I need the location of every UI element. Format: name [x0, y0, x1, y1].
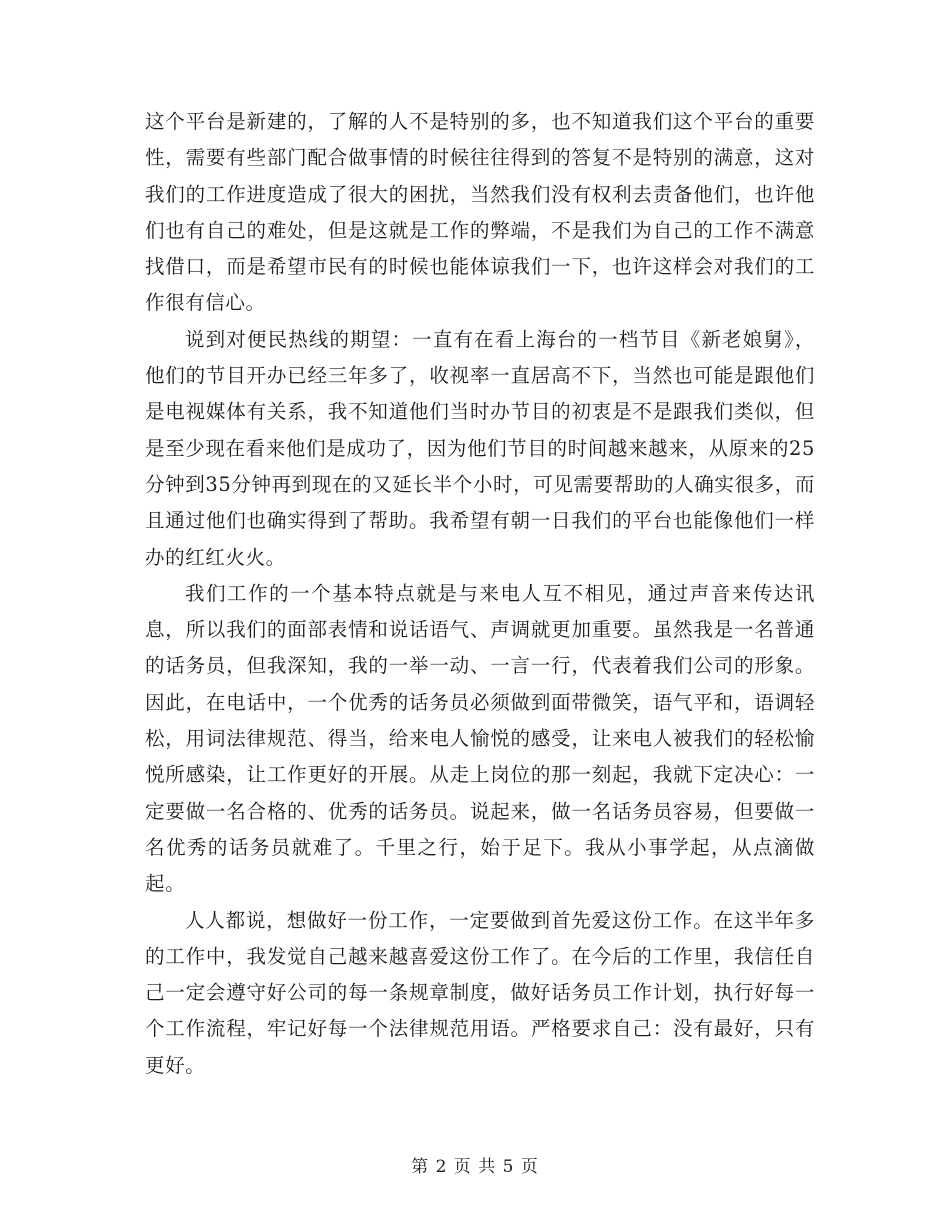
paragraph-continuation: 这个平台是新建的，了解的人不是特别的多，也不知道我们这个平台的重要性，需要有些部门配合做事情的时候往往得到的答复不是特别的满意，这对我们的工作进度造成了很大的困扰，当然我们没有权利去责备他们，也许他们也有自己的难处，但是这就是工作的弊端，不是我们为自己的工作不满意找借口，而是希望市民有的时候也能体谅我们一下，也许这样会对我们的工作很有信心。 — [145, 110, 815, 315]
paragraph-love-the-work: 人人都说，想做好一份工作，一定要做到首先爱这份工作。在这半年多的工作中，我发觉自己越来越喜爱这份工作了。在今后的工作里，我信任自己一定会遵守好公司的每一条规章制度，做好话务员工作计划，执行好每一个工作流程，牢记好每一个法律规范用语。严格要求自己：没有最好，只有更好。 — [145, 908, 815, 1077]
paragraph-hotline-expectation: 说到对便民热线的期望：一直有在看上海台的一档节目《新老娘舅》，他们的节目开办已经三年多了，收视率一直居高不下，当然也可能是跟他们是电视媒体有关系，我不知道他们当时办节目的初衷是不是跟我们类似，但是至少现在看来他们是成功了，因为他们节目的时间越来越来，从原来的25分钟到35分钟再到现在的又延长半个小时，可见需要帮助的人确实很多，而且通过他们也确实得到了帮助。我希望有朝一日我们的平台也能像他们一样办的红红火火。 — [145, 327, 815, 569]
page-number-footer: 第 2 页 共 5 页 — [411, 1157, 539, 1177]
document-body — [145, 104, 815, 1084]
paragraph-work-characteristics: 我们工作的一个基本特点就是与来电人互不相见，通过声音来传达讯息，所以我们的面部表情和说话语气、声调就更加重要。虽然我是一名普通的话务员，但我深知，我的一举一动、一言一行，代表着我们公司的形象。因此，在电话中，一个优秀的话务员必须做到面带微笑，语气平和，语调轻松，用词法律规范、得当，给来电人愉悦的感受，让来电人被我们的轻松愉悦所感染，让工作更好的开展。从走上岗位的那一刻起，我就下定决心：一定要做一名合格的、优秀的话务员。说起来，做一名话务员容易，但要做一名优秀的话务员就难了。千里之行，始于足下。我从小事学起，从点滴做起。 — [145, 581, 815, 896]
